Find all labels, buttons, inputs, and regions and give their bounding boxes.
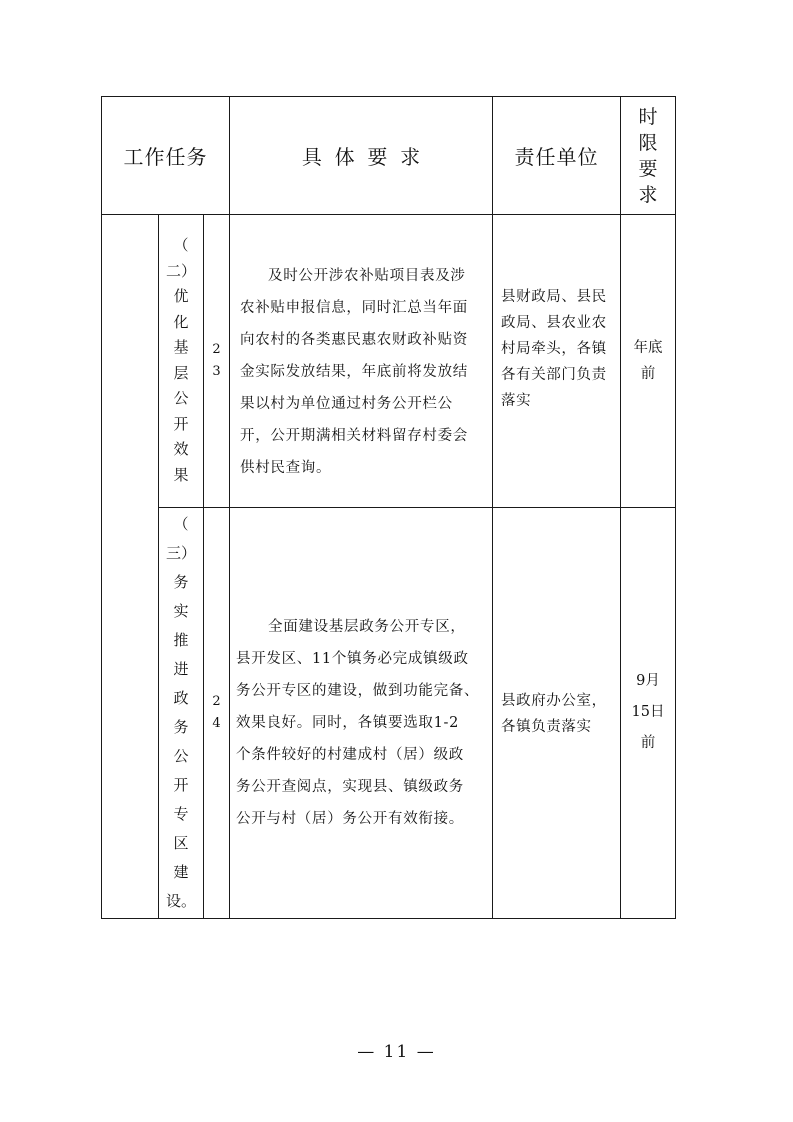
- subtask-char: （: [173, 236, 189, 254]
- subtask-char: 二）: [165, 261, 196, 280]
- deadline-line: 9月: [636, 673, 660, 689]
- unit-line: 政局、县农业农: [501, 315, 607, 331]
- row-1-requirement: [240, 260, 488, 484]
- requirement-line: 务公开查阅点，实现县、镇级政务: [236, 779, 464, 795]
- subtask-char: 区: [173, 833, 189, 852]
- unit-line: 各镇负责落实: [501, 719, 592, 735]
- unit-line: 县财政局、县民: [501, 289, 607, 305]
- subtask-char: 设。: [165, 891, 196, 910]
- row-2-item-number: [204, 507, 229, 918]
- header-deadline: [621, 97, 675, 214]
- page-number: — 11 —: [357, 1042, 436, 1062]
- table-left-border: [101, 96, 102, 919]
- subtask-char: 开: [173, 414, 189, 433]
- row-2-requirement: [236, 611, 488, 835]
- table-right-border: [675, 96, 676, 919]
- requirement-line: 供村民查询。: [240, 460, 332, 476]
- row-1-responsible-unit: [501, 284, 619, 414]
- requirement-line: 果以村为单位通过村务公开栏公: [240, 396, 453, 412]
- requirement-line: 金实际发放结果，年底前将发放结: [240, 364, 468, 380]
- row-2-responsible-unit: [501, 688, 619, 740]
- unit-line: 村局牵头，各镇: [501, 341, 607, 357]
- requirement-line: 农补贴申报信息，同时汇总当年面: [240, 300, 468, 316]
- unit-line: 县政府办公室，: [501, 693, 607, 709]
- header-task: 工作任务: [123, 145, 208, 169]
- header-deadline-char: 时: [638, 105, 658, 128]
- item-number-digit: 2: [212, 693, 221, 709]
- row-2-subtask-title: [159, 507, 203, 918]
- subtask-char: 果: [173, 465, 189, 484]
- row-1-subtask-title: [159, 214, 203, 507]
- subtask-char: 公: [173, 746, 189, 765]
- requirement-line: 公开与村（居）务公开有效衔接。: [236, 811, 464, 827]
- subtask-char: 政: [173, 688, 189, 707]
- subtask-char: 优: [173, 287, 189, 305]
- unit-line: 落实: [501, 393, 532, 409]
- deadline-line: 年底: [633, 339, 663, 356]
- item-number-digit: 2: [212, 341, 221, 357]
- subtask-char: 专: [173, 804, 189, 823]
- row-divider: [158, 507, 676, 508]
- requirement-column-divider: [492, 96, 493, 919]
- subtask-char: 实: [173, 601, 189, 620]
- subtask-char: 务: [173, 717, 189, 736]
- subtask-char: 三）: [165, 543, 196, 562]
- requirement-line: 县开发区、11个镇务必完成镇级政: [236, 651, 469, 667]
- subtask-char: 推: [173, 630, 189, 649]
- subtask-char: 务: [173, 572, 189, 591]
- requirement-line: 效果良好。同时，各镇要选取1-2: [236, 715, 460, 731]
- requirement-line: 务公开专区的建设，做到功能完备、: [236, 683, 480, 699]
- row-1-item-number: [204, 214, 229, 507]
- row-1-deadline: [621, 214, 675, 507]
- item-number-digit: 3: [212, 363, 221, 379]
- deadline-line: 前: [640, 735, 656, 751]
- requirement-line: 个条件较好的村建成村（居）级政: [236, 747, 464, 763]
- deadline-line: 前: [640, 365, 656, 382]
- subtask-char: 建: [173, 862, 189, 881]
- subtask-char: 效: [173, 440, 189, 458]
- header-deadline-char: 求: [638, 183, 658, 206]
- task-column-divider: [229, 96, 230, 919]
- unit-line: 各有关部门负责: [501, 367, 607, 383]
- table-bottom-border: [101, 918, 676, 919]
- requirement-line: 开，公开期满相关材料留存村委会: [240, 428, 468, 444]
- row-2-deadline: [621, 507, 675, 918]
- deadline-line: 15日: [631, 704, 665, 720]
- subtask-char: 层: [173, 363, 189, 382]
- subtask-char: 化: [173, 312, 189, 331]
- requirement-line: 向农村的各类惠民惠农财政补贴资: [240, 332, 468, 348]
- subtask-char: 基: [173, 338, 189, 356]
- requirement-line: 及时公开涉农补贴项目表及涉: [268, 268, 466, 284]
- item-number-digit: 4: [212, 715, 221, 731]
- requirement-line: 全面建设基层政务公开专区，: [268, 619, 466, 635]
- subtask-char: 公: [173, 389, 189, 407]
- header-deadline-char: 要: [638, 157, 658, 180]
- subtask-char: （: [173, 514, 189, 533]
- subtask-char: 开: [173, 775, 189, 794]
- header-requirement: 具 体 要 求: [301, 145, 421, 169]
- header-deadline-char: 限: [638, 131, 658, 154]
- subtask-char: 进: [173, 659, 189, 678]
- header-unit: 责任单位: [514, 145, 599, 169]
